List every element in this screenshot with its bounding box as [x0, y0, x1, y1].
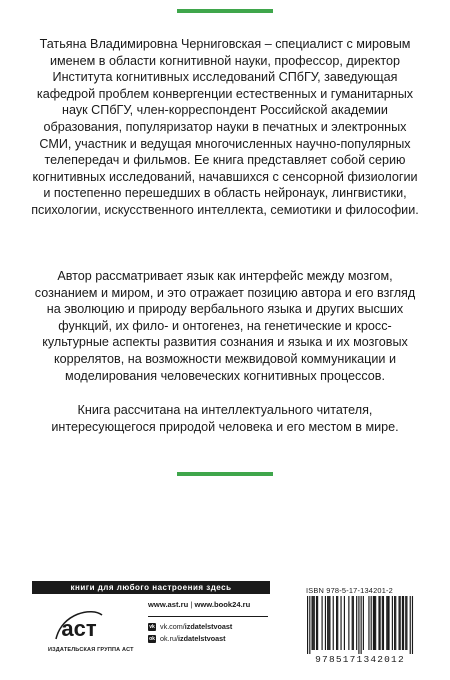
barcode-bar [375, 596, 376, 650]
barcode-bar [406, 596, 407, 650]
ok-label: ok.ru/ [160, 634, 178, 643]
barcode-bar [358, 596, 359, 654]
barcode-bar [392, 596, 393, 650]
barcode-bar [412, 596, 413, 654]
barcode-bar [317, 596, 318, 650]
barcode-bar [352, 596, 353, 650]
barcode-bar [374, 596, 375, 650]
barcode-bar [398, 596, 399, 650]
barcode-bar [356, 596, 357, 650]
ok-link[interactable] [148, 634, 276, 644]
barcode-bar [394, 596, 395, 650]
barcode-bar [380, 596, 381, 650]
description-paragraph-1: Татьяна Владимировна Черниговская – специалист с мировым именем в области когнитивной науки, профессор, директор Института когнитивных исследований СПбГУ, заведующая кафедрой проблем конвергенции естественных и гуманитарных наук СПбГУ, член-корреспондент Российской академии образования, популяризатор науки в печатных и электронных СМИ, участник и ведущая многочисленных научно-популярных телепередач и фильмов. Ее книга представляет собой серию когнитивных исследований, начавшихся с сенсорной физиологии и постепенно перешедших в область нейронаук, лингвистики, психологии, искусственного интеллекта, семиотики и философии. [31, 37, 419, 217]
website-links [148, 600, 276, 610]
barcode-bar [309, 596, 310, 654]
site-separator: | [188, 600, 195, 609]
barcode-bar [353, 596, 354, 650]
barcode-bar [400, 596, 401, 650]
barcode-bar [373, 596, 374, 650]
ok-icon: ok [149, 636, 155, 642]
ast-logo-letters: аст [61, 616, 97, 641]
barcode-bar [316, 596, 317, 650]
description-paragraph-3: Книга рассчитана на интеллектуального читателя, интересующегося природой человека и его местом в мире. [51, 403, 399, 434]
site-book24-link[interactable]: www.book24.ru [194, 600, 251, 609]
barcode-bar [395, 596, 396, 650]
barcode-bar [333, 596, 334, 650]
barcode-digits: 9785171342012 [304, 654, 416, 665]
bottom-green-rule [177, 472, 273, 476]
ast-logo [48, 605, 134, 653]
site-ast-link[interactable]: www.ast.ru [148, 600, 189, 609]
barcode-bar [340, 596, 341, 650]
barcode-bar [313, 596, 314, 650]
top-green-rule [177, 9, 273, 13]
barcode-bar [388, 596, 389, 650]
barcode-bar [386, 596, 387, 650]
barcode-bar [403, 596, 404, 650]
barcode-bar [383, 596, 384, 650]
ok-handle: izdatelstvoast [177, 634, 226, 643]
ast-logo-mark [52, 605, 106, 645]
barcode-bar [405, 596, 406, 650]
vk-icon: vk [149, 624, 155, 630]
description-paragraph-2: Автор рассматривает язык как интерфейс между мозгом, сознанием и миром, и это отражает позицию автора и его взгляд на эволюцию и природу вербального языка и других высших функций, их фило- и онтогенез, на генетические и кросс-культурные аспекты развития сознания и языка и их мозговых коррелятов, на возможности межвидовой коммуникации и моделирования человеческих когнитивных процессов. [34, 269, 416, 383]
vk-handle: izdatelstvoast [184, 622, 233, 631]
barcode-bar [368, 596, 369, 650]
barcode-bar [327, 596, 328, 650]
barcode-bar [371, 596, 372, 650]
barcode-bar [348, 596, 349, 650]
barcode-bar [378, 596, 379, 650]
barcode-bar [382, 596, 383, 650]
publisher-slogan: книги для любого настроения здесь [32, 581, 270, 594]
barcode [304, 596, 416, 666]
barcode-bar [402, 596, 403, 650]
barcode-bar [344, 596, 345, 650]
links-divider [148, 616, 268, 617]
barcode-bar [336, 596, 337, 650]
barcode-bar [322, 596, 323, 650]
barcode-bar [387, 596, 388, 650]
isbn-number: ISBN 978-5-17-134201-2 [306, 586, 393, 595]
barcode-bar [314, 596, 315, 650]
barcode-bar [307, 596, 308, 654]
barcode-bar [363, 596, 364, 650]
barcode-bar [325, 596, 326, 650]
barcode-bar [361, 596, 362, 654]
barcode-bars [304, 596, 416, 654]
barcode-bar [410, 596, 411, 654]
vk-link[interactable] [148, 622, 276, 632]
barcode-bar [329, 596, 330, 650]
barcode-bar [328, 596, 329, 650]
publisher-links [148, 600, 276, 646]
vk-label: vk.com/ [160, 622, 185, 631]
barcode-bar [311, 596, 312, 650]
publisher-group-caption: ИЗДАТЕЛЬСКАЯ ГРУППА АСТ [48, 647, 134, 653]
barcode-bar [337, 596, 338, 650]
